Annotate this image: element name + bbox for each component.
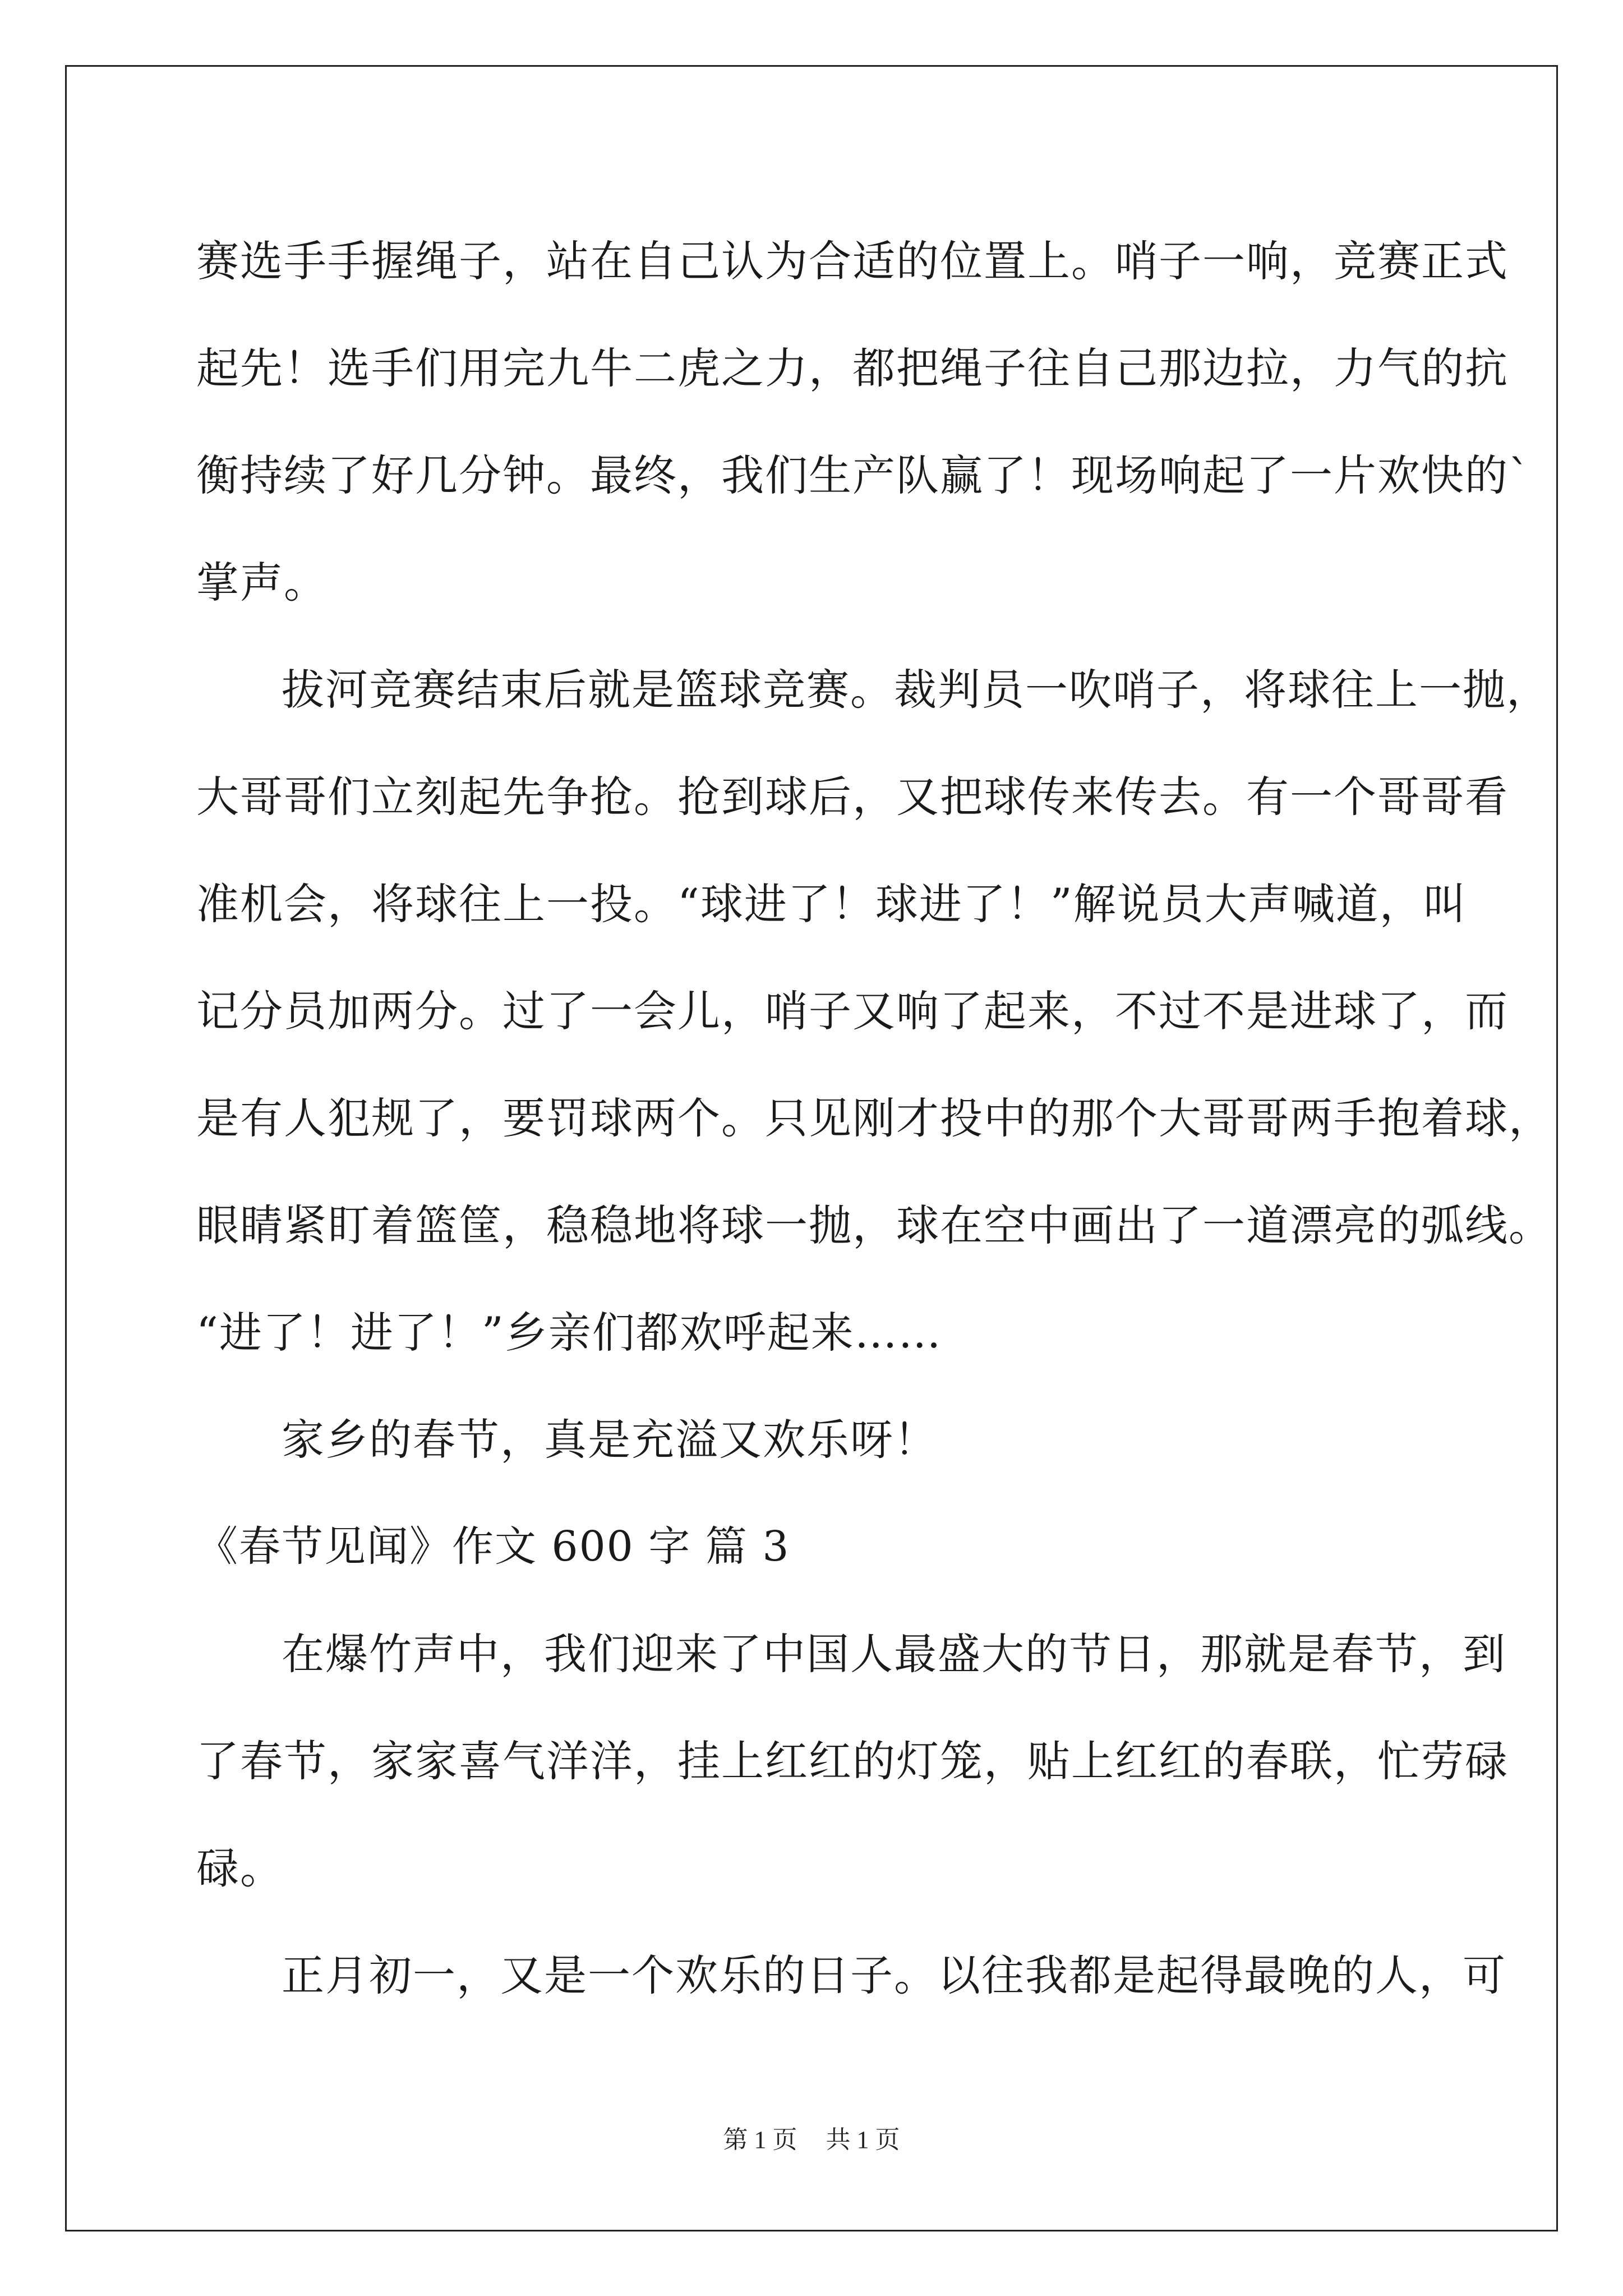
- text-line-15: 了春节，家家喜气洋洋，挂上红红的灯笼，贴上红红的春联，忙劳碌: [196, 1736, 1509, 1786]
- text-line-1: 赛选手手握绳子，站在自己认为合适的位置上。哨子一响，竞赛正式: [196, 236, 1509, 286]
- text-line-12: 家乡的春节，真是充溢又欢乐呀！: [282, 1415, 938, 1465]
- text-line-14: 在爆竹声中，我们迎来了中国人最盛大的节日，那就是春节，到: [282, 1629, 1506, 1679]
- section-heading: 《春节见闻》作文 600 字 篇 3: [196, 1522, 790, 1571]
- document-body: [196, 208, 1552, 2029]
- page-number: 第 1 页: [723, 2126, 797, 2154]
- text-line-8: 记分员加两分。过了一会儿，哨子又响了起来，不过不是进球了，而: [196, 986, 1509, 1036]
- text-line-2: 起先！选手们用完九牛二虎之力，都把绳子往自己那边拉，力气的抗: [196, 343, 1509, 393]
- text-line-16: 碌。: [196, 1843, 284, 1893]
- text-line-6: 大哥哥们立刻起先争抢。抢到球后，又把球传来传去。有一个哥哥看: [196, 772, 1509, 822]
- text-line-17: 正月初一，又是一个欢乐的日子。以往我都是起得最晚的人，可: [282, 1950, 1506, 2000]
- text-line-10: 眼睛紧盯着篮筐，稳稳地将球一抛，球在空中画出了一道漂亮的弧线。: [196, 1200, 1552, 1250]
- page-footer: [0, 2119, 1623, 2155]
- text-line-11: “进了！进了！”乡亲们都欢呼起来……: [196, 1308, 942, 1358]
- text-line-4: 掌声。: [196, 558, 328, 608]
- text-line-7: 准机会，将球往上一投。“球进了！球进了！”解说员大声喊道，叫: [196, 879, 1467, 929]
- text-line-3: 衡持续了好几分钟。最终，我们生产队赢了！现场响起了一片欢快的`: [196, 450, 1531, 500]
- page-total: 共 1 页: [826, 2126, 900, 2154]
- text-line-9: 是有人犯规了，要罚球两个。只见刚才投中的那个大哥哥两手抱着球，: [196, 1093, 1552, 1143]
- text-line-5: 拔河竞赛结束后就是篮球竞赛。裁判员一吹哨子，将球往上一抛，: [282, 665, 1550, 715]
